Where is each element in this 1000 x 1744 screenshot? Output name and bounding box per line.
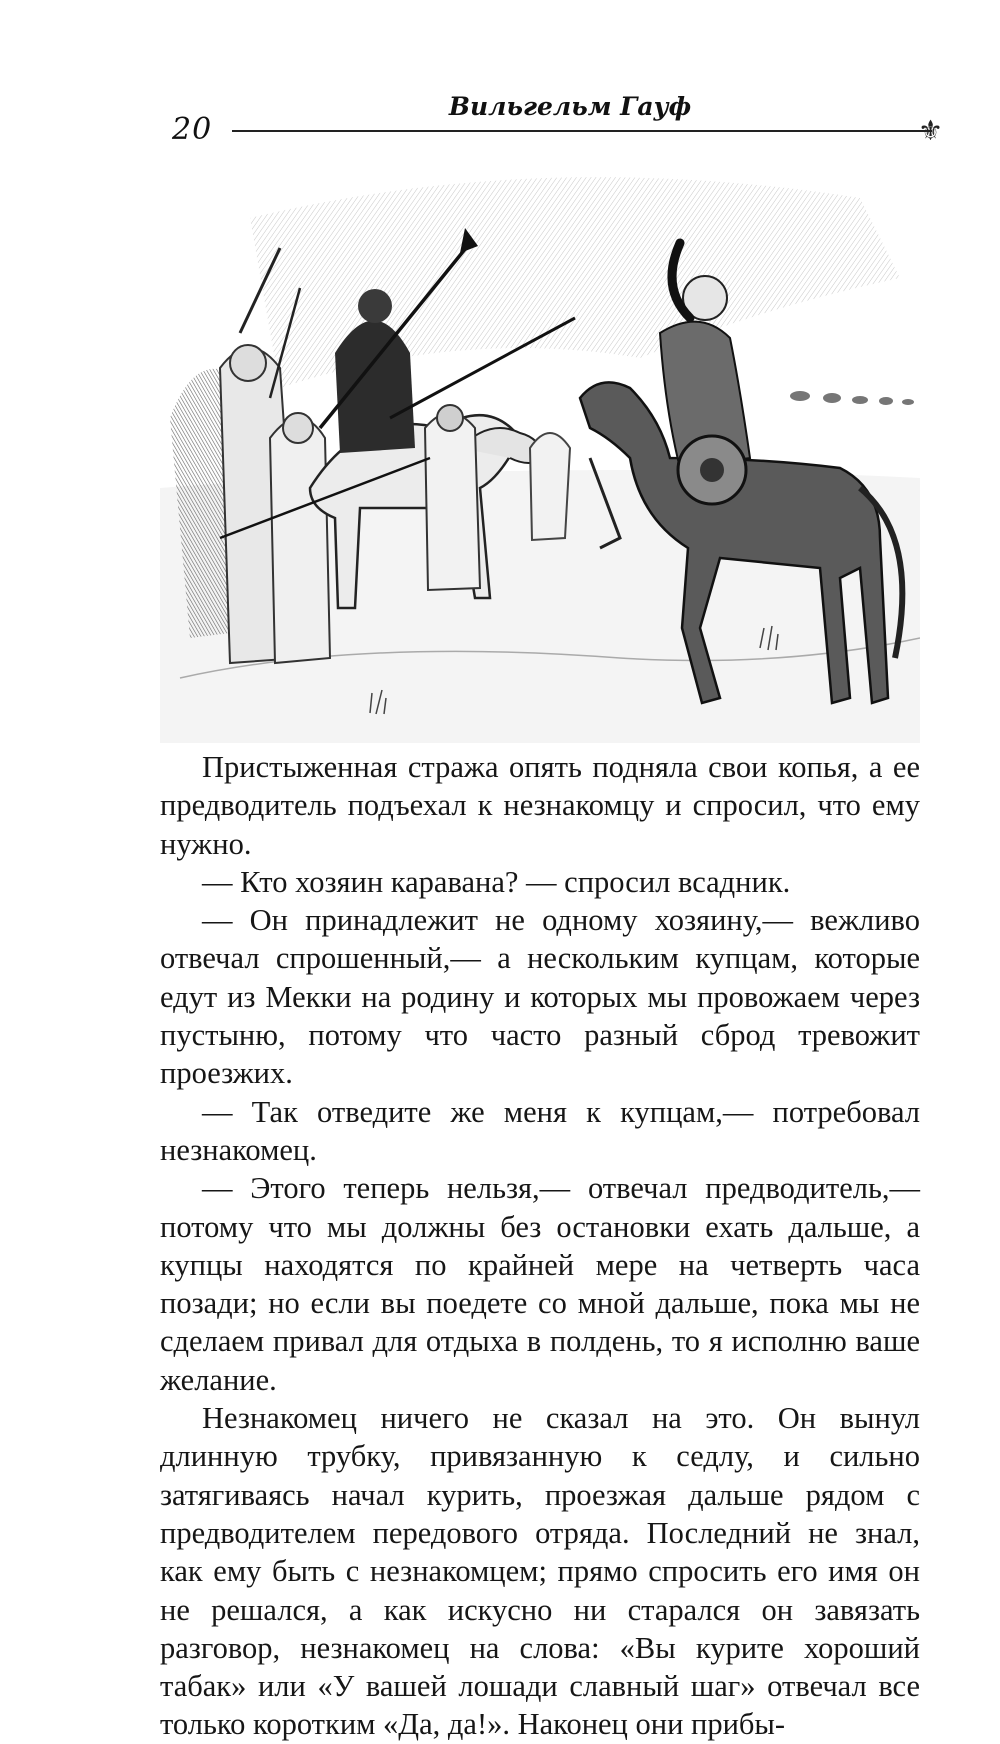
ornament-icon: ⚜ <box>918 116 944 147</box>
page-header <box>170 88 970 148</box>
running-title: Вильгельм Гауф <box>448 92 692 121</box>
illustration-caravan-engraving <box>160 158 920 743</box>
paragraph: — Этого теперь нельзя,— отвечал предводитель,— потому что мы должны без остановки ехать дальше, а купцы находятся по крайней мере на четверть часа позади; но если вы поедете со мной дальше, пока мы не сделаем привал для отдыха в полдень, то я исполню ваше желание. <box>160 1171 920 1397</box>
paragraph: — Кто хозяин каравана? — спросил всадник. <box>202 864 791 899</box>
header-rule <box>232 130 932 132</box>
paragraph: Незнакомец ничего не сказал на это. Он вынул длинную трубку, привязанную к седлу, и сильно затягиваясь начал курить, проезжая дальше рядом с предводителем передового отряда. Последний не знал, как ему быть с незнакомцем; прямо спросить его имя он не решался, а как искусно ни старался он завязать разговор, незнакомец на слова: «Вы курите хороший табак» или «У вашей лошади славный шаг» отвечал все только коротким «Да, да!». Наконец они прибы- <box>160 1401 920 1742</box>
distant-caravan <box>790 391 914 405</box>
body-text <box>160 748 920 1744</box>
paragraph: — Так отведите же меня к купцам,— потребовал незнакомец. <box>160 1094 920 1167</box>
paragraph: Пристыженная стража опять подняла свои копья, а ее предводитель подъехал к незнакомцу и спросил, что ему нужно. <box>160 750 920 861</box>
paragraph: — Он принадлежит не одному хозяину,— вежливо отвечал спрошенный,— а нескольким купцам, которые едут из Мекки на родину и которых мы провожаем через пустыню, потому что часто разный сброд тревожит проезжих. <box>160 903 920 1091</box>
page-number: 20 <box>172 112 213 147</box>
